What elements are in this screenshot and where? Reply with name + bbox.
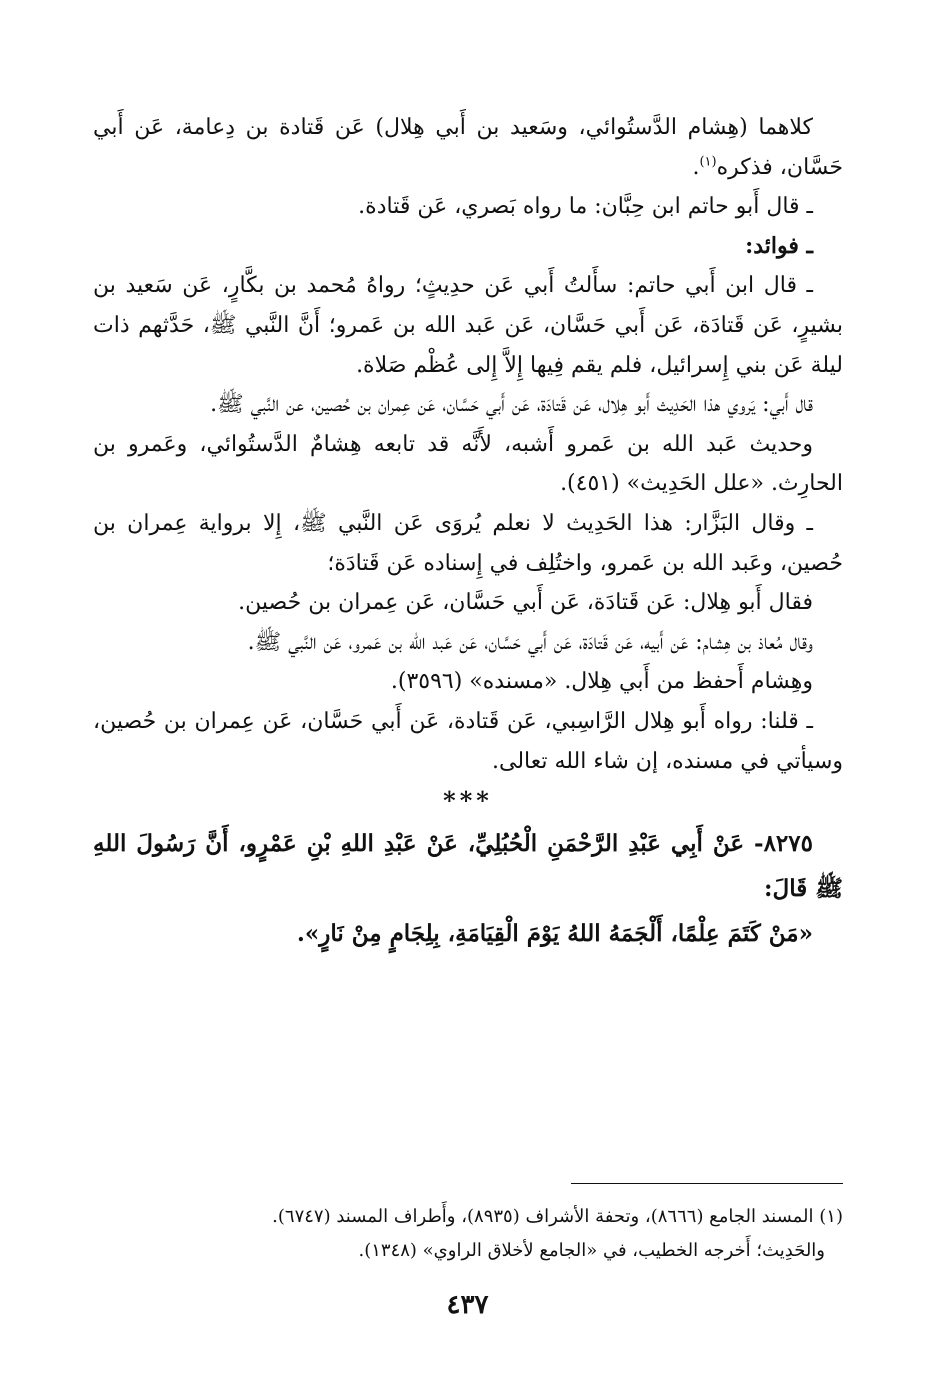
paragraph-abi-said: قال أَبي: يَروي هذا الحَدِيث أَبو هِلال، عَن قَتادَة، عَن أَبي حَسَّان، عَن عِمران بن حُصين، عن النَّبي ﷺ. bbox=[210, 392, 813, 418]
paragraph-muadh: وقال مُعاذ بن هِشام: عَن أَبيه، عَن قَتادَة، عَن أَبي حَسَّان، عَن عَبد الله بن عَمرو، عَن النَّبي ﷺ. bbox=[247, 629, 813, 655]
paragraph-ibn-abi-hatim: ـ قال ابن أَبي حاتم: سأَلتُ أَبي عَن حدِيثٍ؛ رواهُ مُحمد بن بكَّارٍ، عَن سَعيد بن بشيرٍ، عَن قَتادَة، عَن أَبي حَسَّان، عَن عَبد الله بن عَمرو؛ أَنَّ النَّبي ﷺ، حَدَّثهم ذات ليلة عَن بني إِسرائيل، فلم يقم فِيها إِلاَّ إِلى عُظْم صَلاة. bbox=[93, 273, 843, 378]
section-heading-fawaid: ـ فوائد: bbox=[745, 232, 813, 259]
paragraph-qulna: ـ قلنا: رواه أَبو هِلال الرَّاسِبي، عَن قَتادة، عَن أَبي حَسَّان، عَن عِمران بن حُصين، وسيأتي في مسنده، إن شاء الله تعالى. bbox=[93, 708, 843, 774]
paragraph-hisham: وهِشام أَحفظ من أَبي هِلال. «مسنده» (٣٥٩٦). bbox=[390, 669, 813, 695]
paragraph-bazzar: ـ وقال البَزَّار: هذا الحَدِيث لا نعلم يُروَى عَن النَّبي ﷺ، إِلا برواية عِمران بن حُصين، وعَبد الله بن عَمرو، واختُلِف في إِسناده عَن قَتادَة؛ bbox=[93, 510, 843, 576]
page-number: ٤٣٧ bbox=[446, 1290, 489, 1320]
footnote-marker[interactable]: (١) bbox=[699, 154, 717, 170]
paragraph-chain bbox=[93, 108, 843, 187]
chain-end: . bbox=[692, 154, 700, 180]
paragraph-abu-hilal: فقال أَبو هِلال: عَن قَتادَة، عَن أَبي حَسَّان، عَن عِمران بن حُصين. bbox=[238, 590, 813, 616]
main-text bbox=[93, 108, 843, 956]
chain-text: كلاهما (هِشام الدَّستُوائي، وسَعيد بن أَبي هِلال) عَن قَتادة بن دِعامة، عَن أَبي حَسَّان، فذكره bbox=[93, 115, 843, 180]
paragraph-ibn-hibban: ـ قال أَبو حاتم ابن حِبَّان: ما رواه بَصري، عَن قَتادة. bbox=[358, 194, 813, 220]
footnotes bbox=[93, 1200, 843, 1268]
footnote-1: (١) المسند الجامع (٨٦٦٦)، وتحفة الأشراف (٨٩٣٥)، وأَطراف المسند (٦٧٤٧). bbox=[272, 1206, 843, 1227]
footnote-1-continuation: والحَدِيث؛ أَخرجه الخطيب، في «الجامع لأخلاق الراوي» (١٣٤٨). bbox=[358, 1240, 825, 1261]
footnote-divider bbox=[571, 1183, 843, 1184]
section-separator: *** bbox=[443, 786, 493, 816]
hadith-text: «مَنْ كَتَمَ عِلْمًا، أَلْجَمَهُ اللهُ يَوْمَ الْقِيَامَةِ، بِلِجَامٍ مِنْ نَارٍ». bbox=[296, 920, 813, 948]
hadith-intro: ٨٢٧٥- عَنْ أَبِي عَبْدِ الرَّحْمَنِ الْحُبُلِيِّ، عَنْ عَبْدِ اللهِ بْنِ عَمْرٍو، أَنَّ رَسُولَ اللهِ ﷺ قَالَ: bbox=[93, 830, 843, 903]
paragraph-hadith-abdullah: وحديث عَبد الله بن عَمرو أَشبه، لأَنَّه قد تابعه هِشامٌ الدَّستُوائي، وعَمرو بن الحارِث. «علل الحَدِيث» (٤٥١). bbox=[93, 431, 843, 497]
